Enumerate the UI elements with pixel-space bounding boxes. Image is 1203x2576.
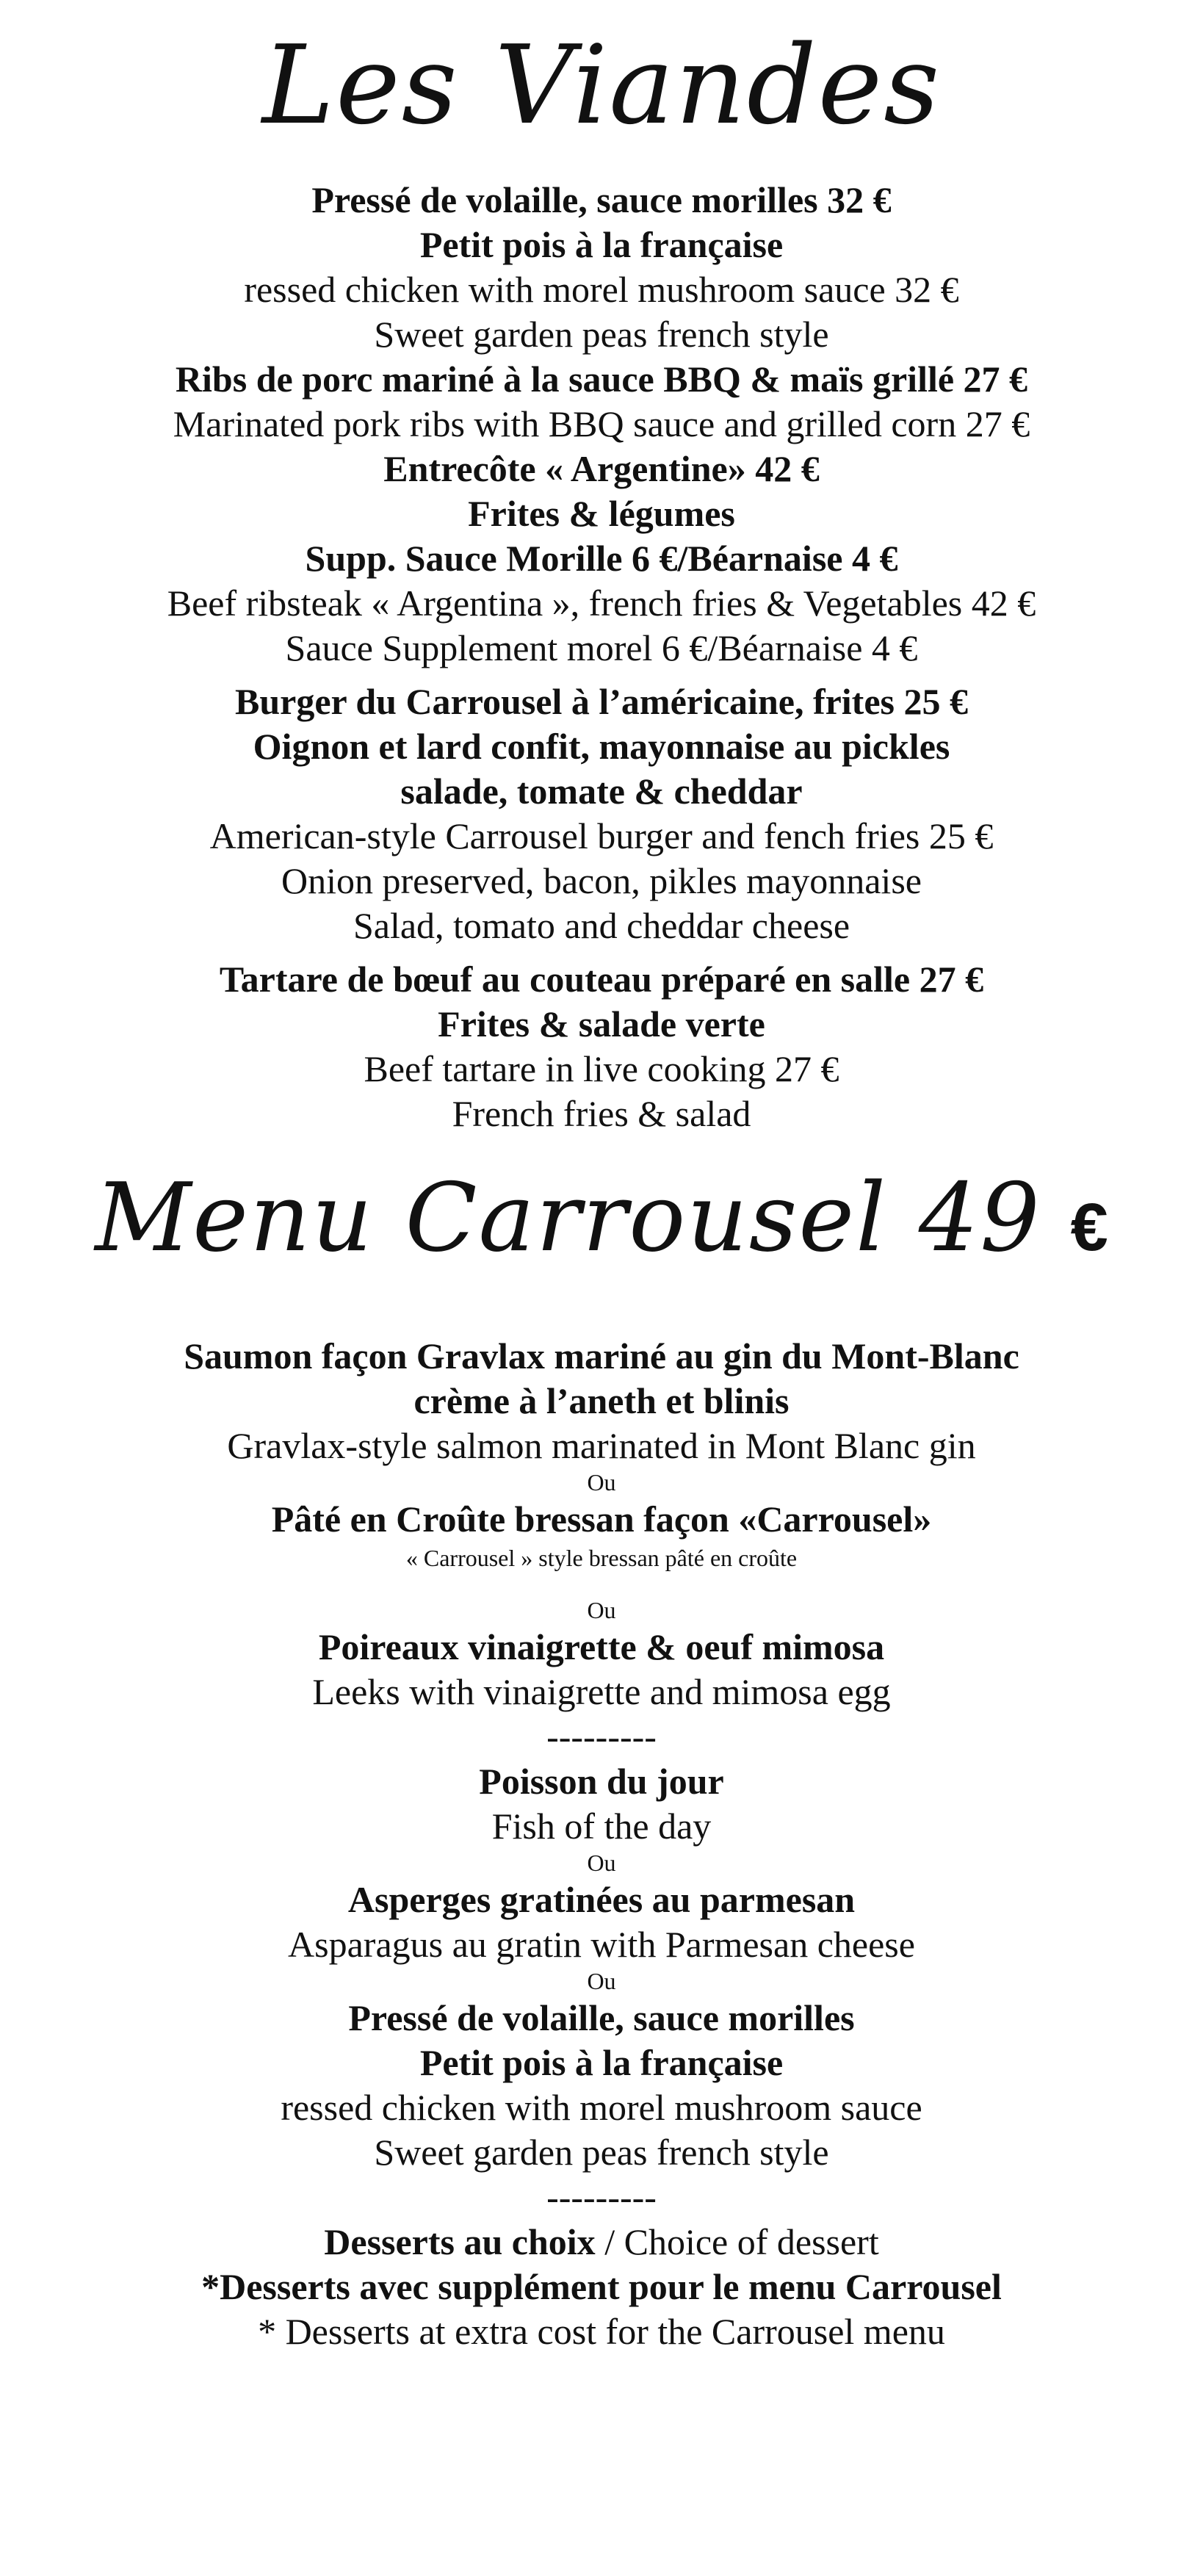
euro-symbol: € <box>1070 1190 1108 1265</box>
menu-line: ressed chicken with morel mushroom sauce 32 € <box>244 269 959 310</box>
menu-line: crème à l’aneth et blinis <box>413 1380 790 1421</box>
burger-item <box>0 679 1203 948</box>
menu-line: Beef ribsteak « Argentina », french fries & Vegetables 42 € <box>167 582 1036 624</box>
section-title-menu <box>0 1163 1203 1273</box>
menu-line: Entrecôte « Argentine» 42 € <box>383 448 820 489</box>
menu-line: Beef tartare in live cooking 27 € <box>364 1048 839 1089</box>
menu-line: Poisson du jour <box>479 1761 724 1802</box>
or-separator: Ou <box>587 1469 616 1496</box>
menu-line: Pressé de volaille, sauce morilles 32 € <box>311 179 892 220</box>
menu-line: Marinated pork ribs with BBQ sauce and grilled corn 27 € <box>173 403 1030 444</box>
menu-line: Onion preserved, bacon, pikles mayonnaise <box>281 860 922 901</box>
menu-starters <box>0 1334 1203 2354</box>
menu-line: *Desserts avec supplément pour le menu Carrousel <box>201 2266 1002 2307</box>
menu-line: French fries & salad <box>452 1093 751 1134</box>
menu-line: salade, tomate & cheddar <box>400 771 803 812</box>
dessert-slash: / <box>595 2221 624 2262</box>
menu-line: Ribs de porc mariné à la sauce BBQ & maïs grillé 27 € <box>175 358 1028 400</box>
menu-line: Tartare de bœuf au couteau préparé en salle 27 € <box>219 959 984 1000</box>
tartare-item <box>0 957 1203 1136</box>
menu-line: Asperges gratinées au parmesan <box>347 1879 856 1920</box>
menu-line: * Desserts at extra cost for the Carrousel menu <box>258 2311 945 2352</box>
dessert-english: Choice of dessert <box>624 2221 879 2262</box>
menu-line: Sauce Supplement morel 6 €/Béarnaise 4 € <box>285 627 918 668</box>
dash-separator: --------- <box>546 1716 657 1757</box>
or-separator: Ou <box>587 1968 616 1994</box>
menu-line: ressed chicken with morel mushroom sauce <box>281 2087 922 2128</box>
menu-line: Leeks with vinaigrette and mimosa egg <box>312 1671 891 1712</box>
menu-line: Sweet garden peas french style <box>374 314 829 355</box>
menu-line: Pressé de volaille, sauce morilles <box>348 1997 855 2038</box>
or-separator: Ou <box>587 1850 616 1876</box>
menu-title-text: Menu Carrousel 49 <box>95 1163 1041 1273</box>
menu-line: Asparagus au gratin with Parmesan cheese <box>288 1924 915 1965</box>
menu-line: Pâté en Croûte bressan façon «Carrousel» <box>271 1498 932 1540</box>
menu-line: Supp. Sauce Morille 6 €/Béarnaise 4 € <box>305 538 898 579</box>
menu-line: Fish of the day <box>491 1805 712 1847</box>
menu-line: Frites & salade verte <box>438 1003 765 1045</box>
dash-separator: --------- <box>546 2176 657 2218</box>
menu-line: Saumon façon Gravlax mariné au gin du Mont-Blanc <box>184 1335 1019 1377</box>
or-separator: Ou <box>587 1597 616 1623</box>
menu-line-small: « Carrousel » style bressan pâté en croûte <box>405 1545 798 1571</box>
menu-line: Oignon et lard confit, mayonnaise au pickles <box>253 726 950 767</box>
menu-line: Sweet garden peas french style <box>374 2132 829 2173</box>
menu-line: Poireaux vinaigrette & oeuf mimosa <box>318 1626 885 1667</box>
menu-line: Burger du Carrousel à l’américaine, frites 25 € <box>235 681 968 722</box>
menu-line: Gravlax-style salmon marinated in Mont Blanc gin <box>227 1425 976 1466</box>
menu-line: Petit pois à la française <box>419 2042 784 2083</box>
menu-line: American-style Carrousel burger and fench fries 25 € <box>209 815 994 856</box>
dessert-line <box>0 2220 1203 2265</box>
dessert-title: Desserts au choix <box>324 2221 596 2262</box>
section-title-viandes: Les Viandes <box>261 22 942 148</box>
menu-line: Frites & légumes <box>468 493 735 534</box>
menu-line: Salad, tomato and cheddar cheese <box>353 905 850 946</box>
viandes-list <box>0 178 1203 671</box>
menu-line: Petit pois à la française <box>419 224 784 265</box>
